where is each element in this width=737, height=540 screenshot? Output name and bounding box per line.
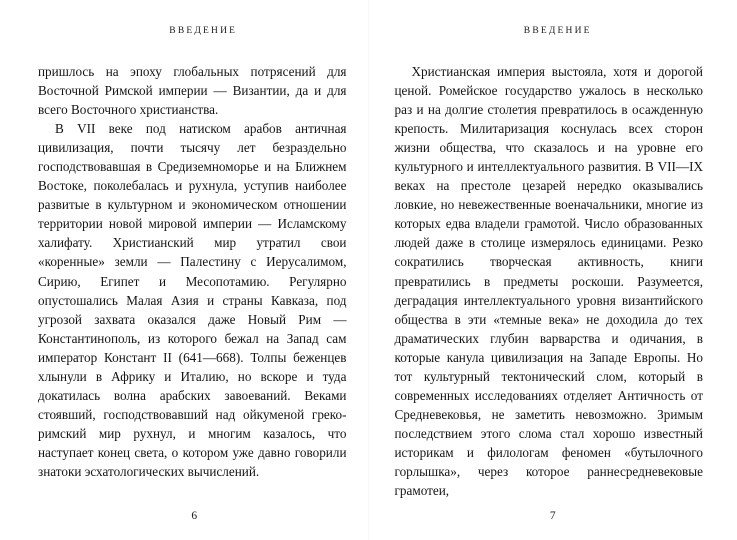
running-head-left: ВВЕДЕНИЕ	[169, 26, 238, 36]
body-text-left	[38, 62, 347, 481]
page-number-right: 7	[549, 510, 556, 522]
body-text-right	[395, 62, 704, 500]
page-right	[369, 0, 737, 540]
paragraph: пришлось на эпоху глобальных потрясений для Восточной Римской империи — Византии, да и для всего Восточного христианства.	[38, 64, 347, 118]
paragraph: В VII веке под натиском арабов античная цивилизация, почти тысячу лет безраздельно господствовавшая в Средиземноморье и на Ближнем Востоке, поколебалась и рухнула, уступив наиболее развитые в культурном и экономическом отношении территории новой мировой империи — Исламскому халифату. Христианский мир утратил свои «коренные» земли — Палестину с Иерусалимом, Сирию, Египет и Месопотамию. Регулярно опустошались Малая Азия и страны Кавказа, под угрозой захвата оказался даже Новый Рим — Константинополь, из которого бежал на Запад сам император Констант II (641—668). Толпы беженцев хлынули в Африку и Италию, но вскоре и туда докатилась волна арабских завоеваний. Веками стоявший, господствовавший над ойкуменой греко-римский мир рухнул, и многим казалось, что наступает конец света, о котором уже давно говорили знатоки эсхатологических вычислений.	[38, 121, 347, 479]
page-number-left: 6	[191, 510, 198, 522]
running-head-right: ВВЕДЕНИЕ	[523, 26, 592, 36]
paragraph: Христианская империя выстояла, хотя и дорогой ценой. Ромейское государство ужалось в несколько раз и на долгие столетия превратилось в осажденную крепость. Милитаризация коснулась всех сторон жизни общества, что сказалось и на уровне его культурного и интеллектуального развития. В VII—IX веках на престоле цезарей нередко оказывались ловкие, но невежественные военачальники, многие из которых едва владели грамотой. Число образованных людей даже в столице измерялось единицами. Резко сократились творческая активность, книги превратились в предметы роскоши. Разумеется, деградация интеллектуального уровня византийского общества в эти «темные века» не доходила до тех драматических глубин варварства и одичания, в которые канула цивилизация на Западе Европы. Но тот культурный тектонический слом, который в современных исследованиях отделяет Античность от Средневековья, не заметить невозможно. Зримым последствием этого слома стал хорошо известный историкам и филологам феномен «бутылочного горлышка», через которое раннесредневековые грамотеи,	[394, 64, 703, 499]
